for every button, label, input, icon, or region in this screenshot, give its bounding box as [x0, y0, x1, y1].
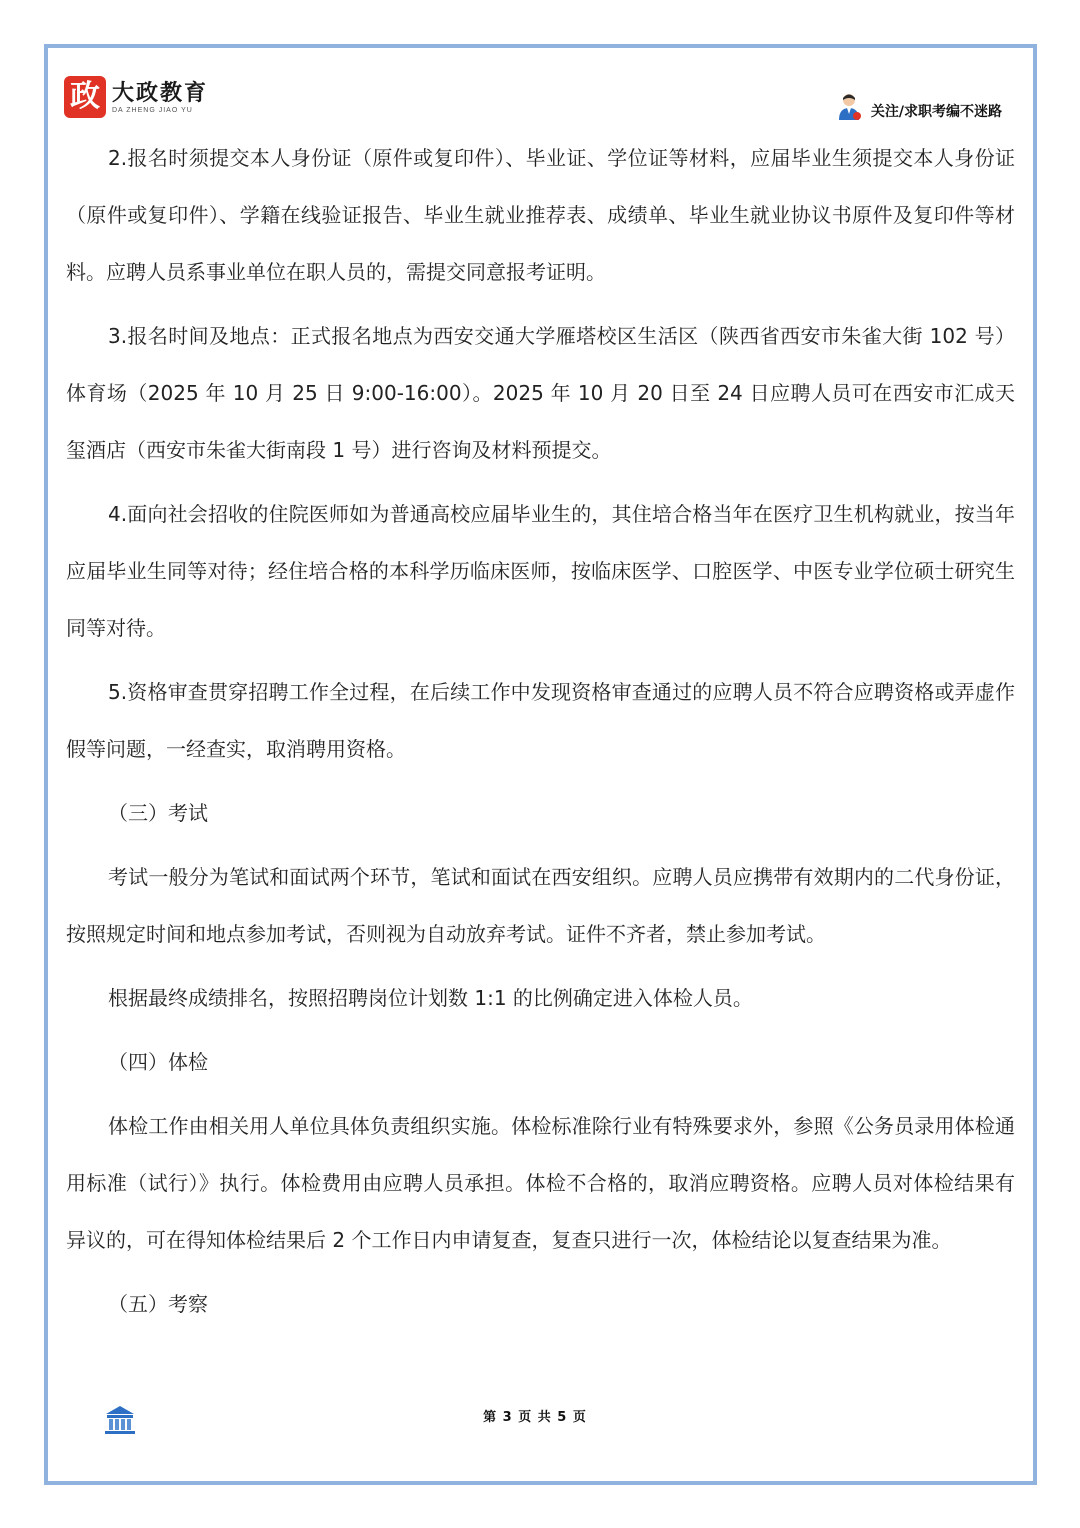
paragraph-registration-materials: 2.报名时须提交本人身份证（原件或复印件）、毕业证、学位证等材料，应届毕业生须提交本人身份证（原件或复印件）、学籍在线验证报告、毕业生就业推荐表、成绩单、毕业生就业协议书原件及复印件等材料。应聘人员系事业单位在职人员的，需提交同意报考证明。 [66, 146, 1015, 284]
paragraph-exam-format: 考试一般分为笔试和面试两个环节，笔试和面试在西安组织。应聘人员应携带有效期内的二代身份证，按照规定时间和地点参加考试，否则视为自动放弃考试。证件不齐者，禁止参加考试。 [66, 865, 1015, 946]
document-body [66, 130, 1015, 1340]
paragraph-resident-treatment: 4.面向社会招收的住院医师如为普通高校应届毕业生的，其住培合格当年在医疗卫生机构就业，按当年应届毕业生同等对待；经住培合格的本科学历临床医师，按临床医学、口腔医学、中医专业学位硕士研究生同等对待。 [66, 502, 1015, 640]
logo-char: 政 [70, 79, 100, 114]
section-heading-medical: （四）体检 [108, 1050, 208, 1074]
paragraph-registration-time-place: 3.报名时间及地点：正式报名地点为西安交通大学雁塔校区生活区（陕西省西安市朱雀大街 102 号）体育场（2025 年 10 月 25 日 9:00-16:00）。2025 年 10 月 20 日至 24 日应聘人员可在西安市汇成天玺酒店（西安市朱雀大街南段 1 号）进行咨询及材料预提交。 [66, 324, 1015, 462]
page-number: 第 3 页 共 5 页 [483, 1410, 587, 1425]
paragraph-qualification-review: 5.资格审查贯穿招聘工作全过程，在后续工作中发现资格审查通过的应聘人员不符合应聘资格或弄虚作假等问题，一经查实，取消聘用资格。 [66, 680, 1015, 761]
paragraph-exam-ranking: 根据最终成绩排名，按照招聘岗位计划数 1:1 的比例确定进入体检人员。 [108, 986, 753, 1010]
paragraph-medical-exam: 体检工作由相关用人单位具体负责组织实施。体检标准除行业有特殊要求外，参照《公务员录用体检通用标准（试行）》执行。体检费用由应聘人员承担。体检不合格的，取消应聘资格。应聘人员对体检结果有异议的，可在得知体检结果后 2 个工作日内申请复查，复查只进行一次，体检结论以复查结果为准。 [66, 1114, 1015, 1252]
logo-name: 大政教育 [112, 79, 209, 106]
brand-logo [64, 76, 208, 118]
page-header [64, 76, 1014, 126]
logo-mark [64, 76, 106, 118]
slogan-text: 关注/求职考编不迷路 [870, 104, 1002, 120]
logo-pinyin: DA ZHENG JIAO YU [112, 106, 193, 114]
logo-text [112, 80, 208, 115]
header-slogan [837, 92, 1002, 122]
section-heading-exam: （三）考试 [108, 801, 208, 825]
person-icon [837, 92, 861, 122]
section-heading-inspection: （五）考察 [108, 1292, 208, 1316]
